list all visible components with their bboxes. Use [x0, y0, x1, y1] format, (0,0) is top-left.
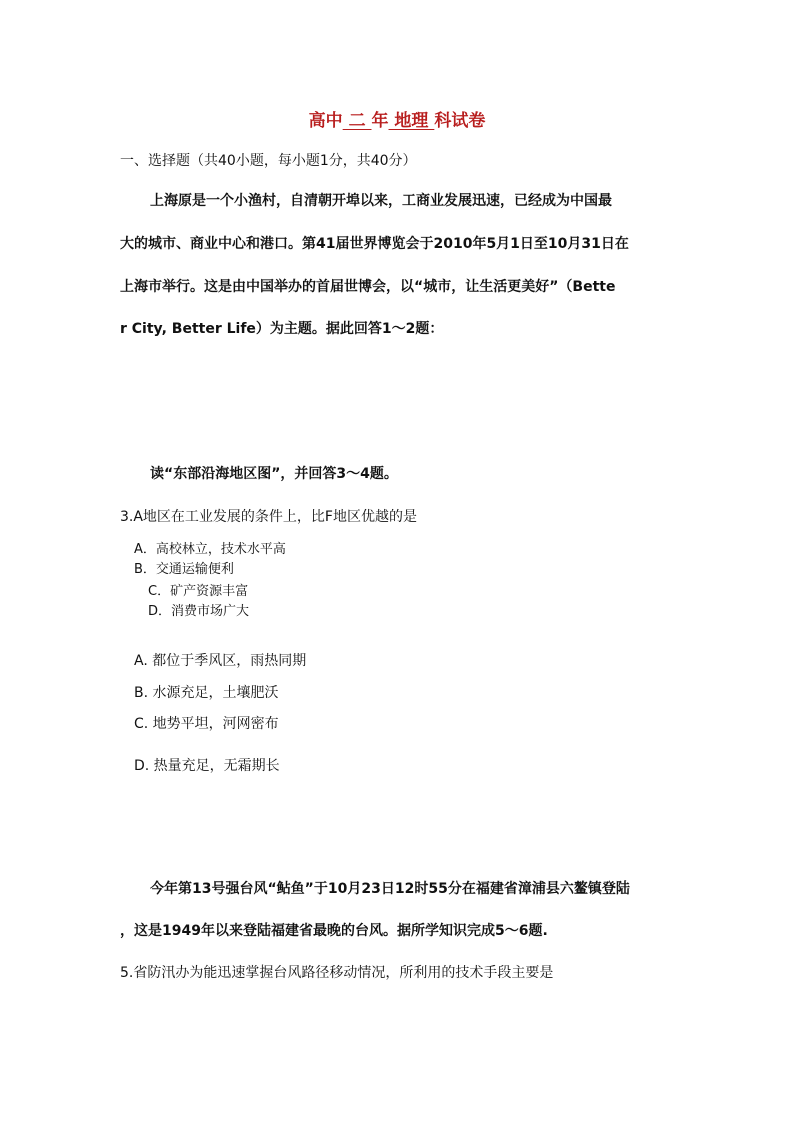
passage2-line-2: ，这是1949年以来登陆福建省最晚的台风。据所学知识完成5～6题.	[120, 923, 548, 939]
title-subject: 地理	[388, 111, 435, 131]
q4-option-c: C. 地势平坦，河网密布	[134, 716, 279, 732]
passage1-line-1: 上海原是一个小渔村，自清朝开埠以来，工商业发展迅速，已经成为中国最	[150, 193, 612, 209]
title-grade: 二	[342, 111, 372, 131]
passage1-line-4: r City, Better Life）为主题。据此回答1～2题：	[120, 321, 444, 337]
q3-option-c: C．矿产资源丰富	[148, 584, 249, 599]
passage1-line-3: 上海市举行。这是由中国举办的首届世博会，以“城市，让生活更美好”（Bette	[120, 279, 616, 295]
intro-map-question: 读“东部沿海地区图”，并回答3～4题。	[150, 466, 398, 482]
passage1-line-2: 大的城市、商业中心和港口。第41届世界博览会于2010年5月1日至10月31日在	[120, 236, 629, 252]
title-prefix: 高中	[308, 111, 343, 131]
exam-title	[0, 106, 794, 131]
title-mid: 年	[371, 111, 389, 131]
question-3-stem: 3.A地区在工业发展的条件上，比F地区优越的是	[120, 509, 417, 525]
q3-option-b: B．交通运输便利	[134, 562, 234, 577]
q4-option-b: B. 水源充足，土壤肥沃	[134, 685, 279, 701]
q4-option-a: A. 都位于季风区，雨热同期	[134, 653, 307, 669]
q3-option-a: A．高校林立，技术水平高	[134, 542, 286, 557]
q4-option-d: D. 热量充足，无霜期长	[134, 758, 280, 774]
question-5-stem: 5.省防汛办为能迅速掌握台风路径移动情况，所利用的技术手段主要是	[120, 965, 554, 981]
title-suffix: 科试卷	[434, 111, 486, 131]
passage2-line-1: 今年第13号强台风“鲇鱼”于10月23日12时55分在福建省漳浦县六鳌镇登陆	[150, 881, 630, 897]
section-heading: 一、选择题（共40小题，每小题1分，共40分）	[120, 153, 417, 169]
q3-option-d: D．消费市场广大	[148, 604, 250, 619]
